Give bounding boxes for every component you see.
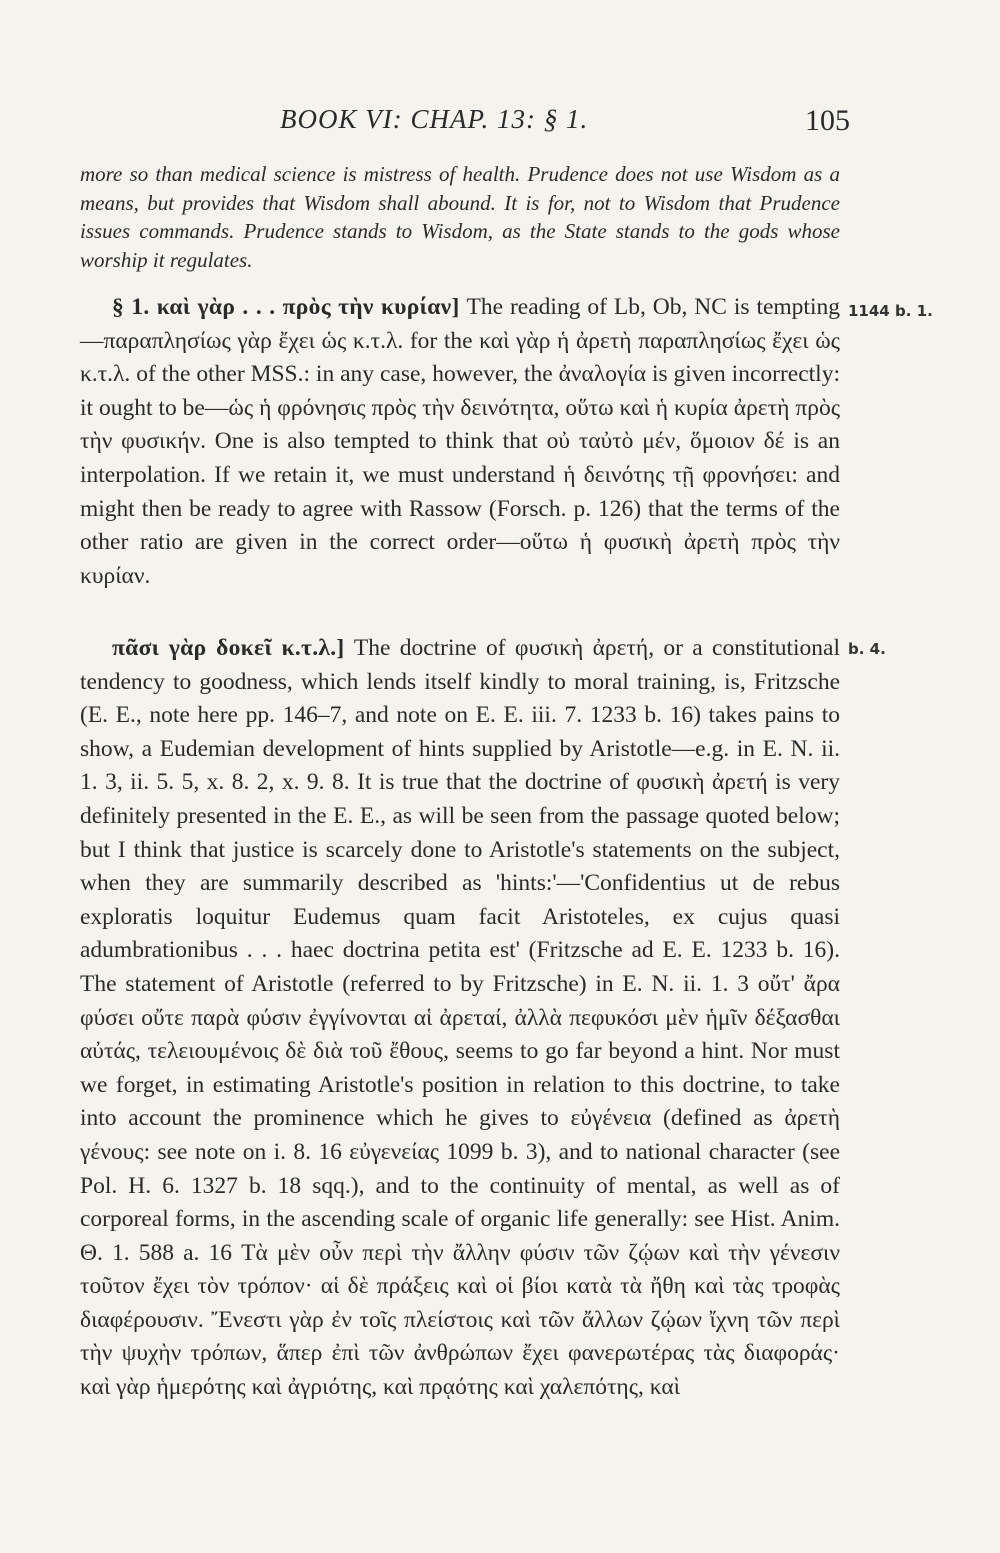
margin-note: 1144 b. 1. (848, 302, 933, 320)
paragraph-text: The reading of Lb, Ob, NC is tempting—παραπλησίως γὰρ ἔχει ὡς κ.τ.λ. for the καὶ γὰρ ἡ ἀρετὴ παραπλησίως ἔχει ὡς κ.τ.λ. of the other MSS.: in any case, however, the ἀναλογία is given incorrectly: it ought to be—ὡς ἡ φρόνησις πρὸς τὴν δεινότητα, οὕτω καὶ ἡ κυρία ἀρετὴ πρὸς τὴν φυσικήν. One is also tempted to think that οὐ ταὐτὸ μέν, ὅμοιον δέ is an interpolation. If we retain it, we must understand ἡ δεινότης τῇ φρονήσει: and might then be ready to agree with Rassow (Forsch. p. 126) that the terms of the other ratio are given in the correct order—οὕτω ἡ φυσικὴ ἀρετὴ πρὸς τὴν κυρίαν. (80, 294, 840, 589)
lemma-reference: πᾶσι γὰρ δοκεῖ κ.τ.λ.] (112, 635, 345, 661)
running-title: BOOK VI: CHAP. 13: § 1. (280, 104, 589, 134)
commentary-paragraph (80, 632, 840, 1405)
margin-note: b. 4. (848, 640, 886, 658)
page-number: 105 (805, 104, 850, 137)
commentary-paragraph (80, 291, 840, 593)
lemma-reference: § 1. καὶ γὰρ . . . πρὸς τὴν κυρίαν] (112, 294, 460, 320)
page-header (80, 104, 850, 144)
summary-paragraph: more so than medical science is mistress of health. Prudence does not use Wisdom as a means, but provides that Wisdom shall abound. It is for, not to Wisdom that Prudence issues commands. Prudence stands to Wisdom, as the State stands to the gods whose worship it regulates. (80, 162, 840, 272)
paragraph-text: The doctrine of φυσικὴ ἀρετή, or a constitutional tendency to goodness, which lends itself kindly to moral training, is, Fritzsche (E. E., note here pp. 146–7, and note on E. E. iii. 7. 1233 b. 16) takes pains to show, a Eudemian development of hints supplied by Aristotle—e.g. in E. N. ii. 1. 3, ii. 5. 5, x. 8. 2, x. 9. 8. It is true that the doctrine of φυσικὴ ἀρετή is very definitely presented in the E. E., as will be seen from the passage quoted below; but I think that justice is scarcely done to Aristotle's statements on the subject, when they are summarily described as 'hints:'—'Confidentius ut de rebus exploratis loquitur Eudemus quam facit Aristoteles, ex cujus quasi adumbrationibus . . . haec doctrina petita est' (Fritzsche ad E. E. 1233 b. 16). The statement of Aristotle (referred to by Fritzsche) in E. N. ii. 1. 3 οὔτ' ἄρα φύσει οὔτε παρὰ φύσιν ἐγγίνονται αἱ ἀρεταί, ἀλλὰ πεφυκόσι μὲν ἡμῖν δέξασθαι αὐτάς, τελειουμένοις δὲ διὰ τοῦ ἔθους, seems to go far beyond a hint. Nor must we forget, in estimating Aristotle's position in relation to this doctrine, to take into account the prominence which he gives to εὐγένεια (defined as ἀρετὴ γένους: see note on i. 8. 16 εὐγενείας 1099 b. 3), and to national character (see Pol. H. 6. 1327 b. 18 sqq.), and to the continuity of mental, as well as of corporeal forms, in the ascending scale of organic life generally: see Hist. Anim. Θ. 1. 588 a. 16 Τὰ μὲν οὖν περὶ τὴν ἄλλην φύσιν τῶν ζῴων καὶ τὴν γένεσιν τοῦτον ἔχει τὸν τρόπον· αἱ δὲ πράξεις καὶ οἱ βίοι κατὰ τὰ ἤθη καὶ τὰς τροφὰς διαφέρουσιν. Ἔνεστι γὰρ ἐν τοῖς πλείστοις καὶ τῶν ἄλλων ζῴων ἴχνη τῶν περὶ τὴν ψυχὴν τρόπων, ἅπερ ἐπὶ τῶν ἀνθρώπων ἔχει φανερωτέρας τὰς διαφοράς· καὶ γὰρ ἡμερότης καὶ ἀγριότης, καὶ πρᾳότης καὶ χαλεπότης, καὶ (80, 635, 841, 1401)
